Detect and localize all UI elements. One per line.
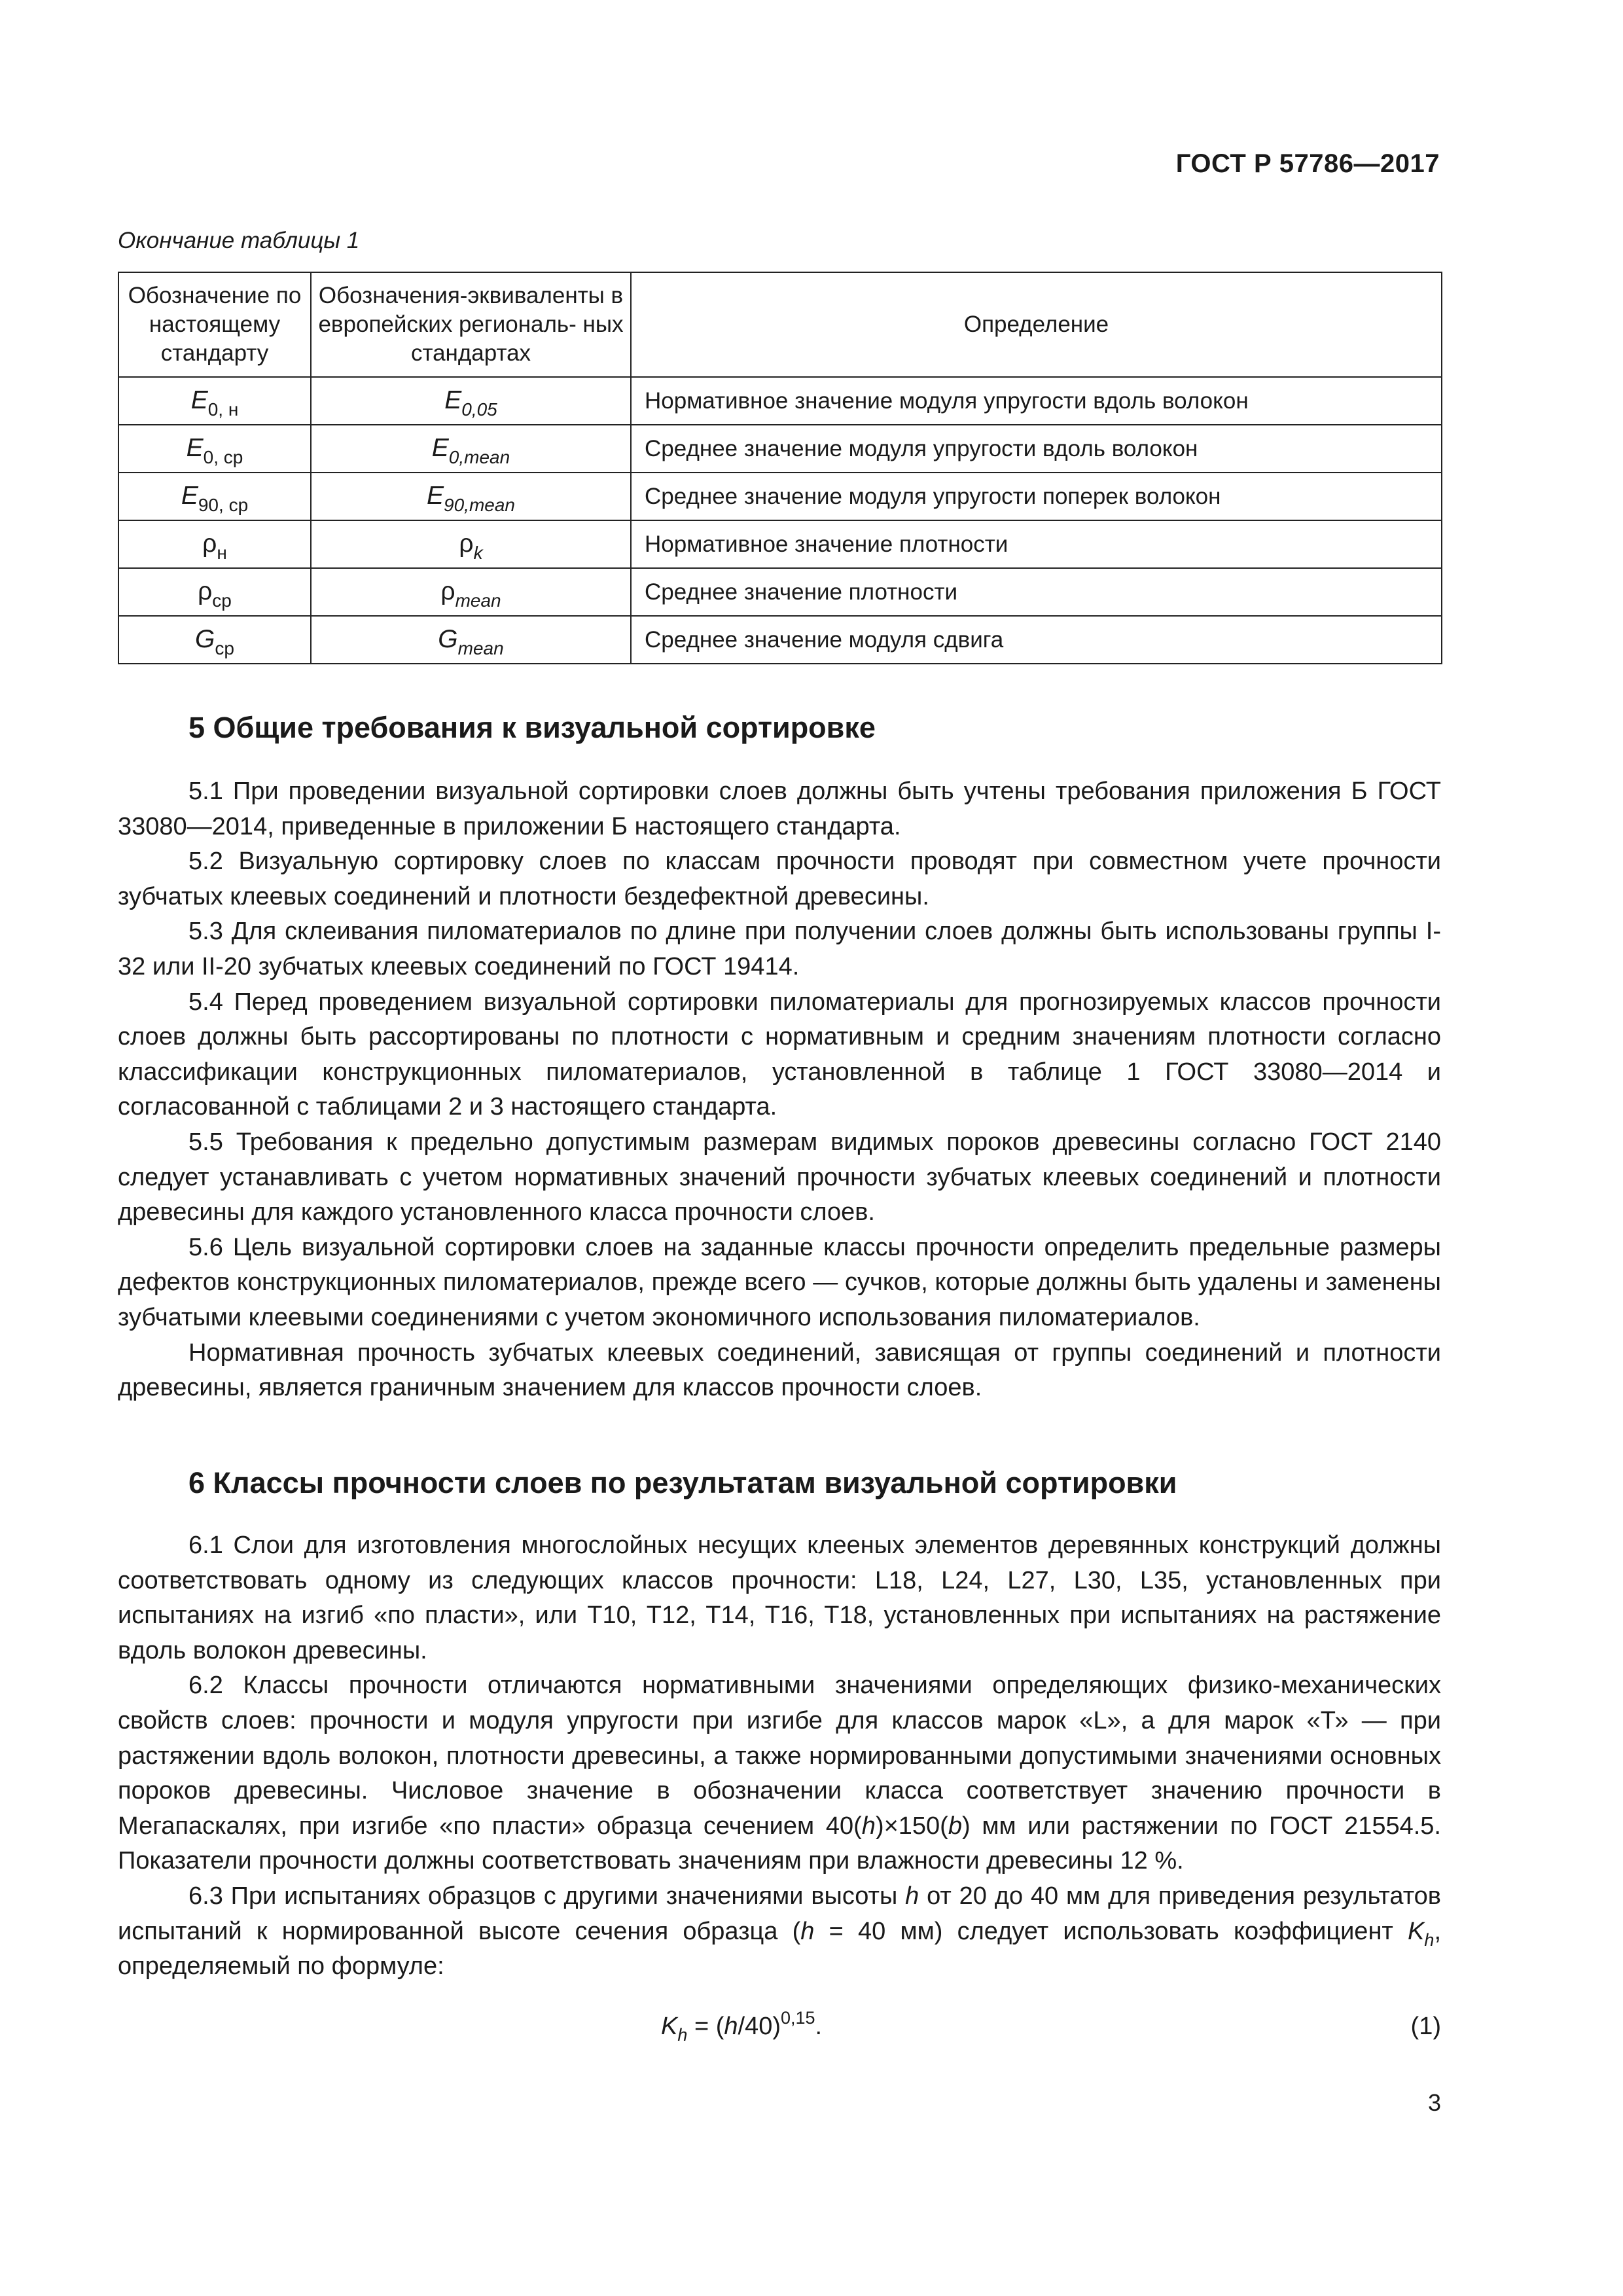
definitions-table <box>118 272 1442 664</box>
document-code: ГОСТ Р 57786—2017 <box>1175 149 1440 178</box>
column-header-designation: Обозначение по настоящему стандарту <box>118 272 311 377</box>
paragraph: 6.3 При испытаниях образцов с другими значениями высоты h от 20 до 40 мм для приведения результатов испытаний к нормированной высоте сечения образца (h = 40 мм) следует использовать коэффициент $K_h$, определяемый по формуле: <box>118 1882 1441 1981</box>
definition-cell: Среднее значение модуля упругости вдоль волокон <box>631 425 1442 473</box>
designation-cell: $G_{ср}$ <box>118 616 311 664</box>
paragraph: 5.4 Перед проведением визуальной сортировки пиломатериалы для прогнозируемых классов прочности слоев должны быть рассортированы по плотности с нормативным и средним значениям плотности согласно классификации конструкционных пиломатериалов, установленной в таблице 1 ГОСТ 33080—2014 и согласованной с таблицами 2 и 3 настоящего стандарта. <box>118 988 1441 1121</box>
designation-cell: $\rho_{ср}$ <box>118 568 311 616</box>
page-number: 3 <box>1427 2089 1441 2116</box>
section-6-body <box>118 1528 1441 1984</box>
column-header-equivalents: Обозначения-эквиваленты в европейских региональ- ных стандартах <box>311 272 631 377</box>
formula-number: (1) <box>1410 2013 1441 2040</box>
table-row <box>118 473 1442 520</box>
designation-cell: $E_{90, ср}$ <box>118 473 311 520</box>
paragraph: 6.2 Классы прочности отличаются нормативными значениями определяющих физико-механических свойств слоев: прочности и модуля упругости при изгибе для классов марок «L», а для марок «Т» — при растяжении вдоль волокон, плотности древесины, а также нормированными допустимыми значениями основных пороков древесины. Числовое значение в обозначении класса соответствует значению прочности в Мегапаскалях, при изгибе «по пласти» образца сечением 40(h)×150(b) мм или растяжении по ГОСТ 21554.5. Показатели прочности должны соответствовать значениям при влажности древесины 12 %. <box>118 1672 1441 1875</box>
table-row <box>118 568 1442 616</box>
definition-cell: Нормативное значение плотности <box>631 520 1442 568</box>
formula: $K_h = (h/40)^{0,15}$. <box>661 2008 823 2045</box>
paragraph: 5.2 Визуальную сортировку слоев по классам прочности проводят при совместном учете прочности зубчатых клеевых соединений и плотности бездефектной древесины. <box>118 848 1441 910</box>
paragraph: 5.5 Требования к предельно допустимым размерам видимых пороков древесины согласно ГОСТ 2140 следует устанавливать с учетом нормативных значений прочности зубчатых клеевых соединений и плотности древесины для каждого установленного класса прочности слоев. <box>118 1128 1441 1227</box>
designation-cell: $E_{0, ср}$ <box>118 425 311 473</box>
table-row <box>118 377 1442 425</box>
designation-cell: $\rho_н$ <box>118 520 311 568</box>
definition-cell: Среднее значение модуля сдвига <box>631 616 1442 664</box>
designation-cell: $E_{0, н}$ <box>118 377 311 425</box>
table-row <box>118 425 1442 473</box>
equivalent-cell: $E_{0,05}$ <box>311 377 631 425</box>
equivalent-cell: $\rho_k$ <box>311 520 631 568</box>
definition-cell: Среднее значение плотности <box>631 568 1442 616</box>
column-header-definition: Определение <box>631 272 1442 377</box>
paragraph: 5.3 Для склеивания пиломатериалов по длине при получении слоев должны быть использованы группы I-32 или II-20 зубчатых клеевых соединений по ГОСТ 19414. <box>118 918 1441 980</box>
paragraph: Нормативная прочность зубчатых клеевых соединений, зависящая от группы соединений и плотности древесины, является граничным значением для классов прочности слоев. <box>118 1338 1441 1402</box>
equivalent-cell: $E_{0,mean}$ <box>311 425 631 473</box>
definition-cell: Среднее значение модуля упругости поперек волокон <box>631 473 1442 520</box>
section-5-body <box>118 774 1441 1406</box>
table-header-row <box>118 272 1442 377</box>
paragraph: 5.6 Цель визуальной сортировки слоев на заданные классы прочности определить предельные размеры дефектов конструкционных пиломатериалов, прежде всего — сучков, которые должны быть удалены и заменены зубчатыми клеевыми соединениями с учетом экономичного использования пиломатериалов. <box>118 1233 1441 1331</box>
equivalent-cell: $G_{mean}$ <box>311 616 631 664</box>
section-6-heading: 6 Классы прочности слоев по результатам визуальной сортировки <box>188 1466 1177 1499</box>
table-row <box>118 520 1442 568</box>
equivalent-cell: $E_{90,mean}$ <box>311 473 631 520</box>
table-caption: Окончание таблицы 1 <box>118 228 360 253</box>
definition-cell: Нормативное значение модуля упругости вдоль волокон <box>631 377 1442 425</box>
paragraph: 6.1 Слои для изготовления многослойных несущих клееных элементов деревянных конструкций должны соответствовать одному из следующих классов прочности: L18, L24, L27, L30, L35, установленных при испытаниях на изгиб «по пласти», или T10, T12, T14, T16, T18, установленных при испытаниях на растяжение вдоль волокон древесины. <box>118 1532 1441 1664</box>
table-row <box>118 616 1442 664</box>
paragraph: 5.1 При проведении визуальной сортировки слоев должны быть учтены требования приложения Б ГОСТ 33080—2014, приведенные в приложении Б настоящего стандарта. <box>118 778 1441 840</box>
section-5-heading: 5 Общие требования к визуальной сортировке <box>188 711 876 744</box>
equivalent-cell: $\rho_{mean}$ <box>311 568 631 616</box>
